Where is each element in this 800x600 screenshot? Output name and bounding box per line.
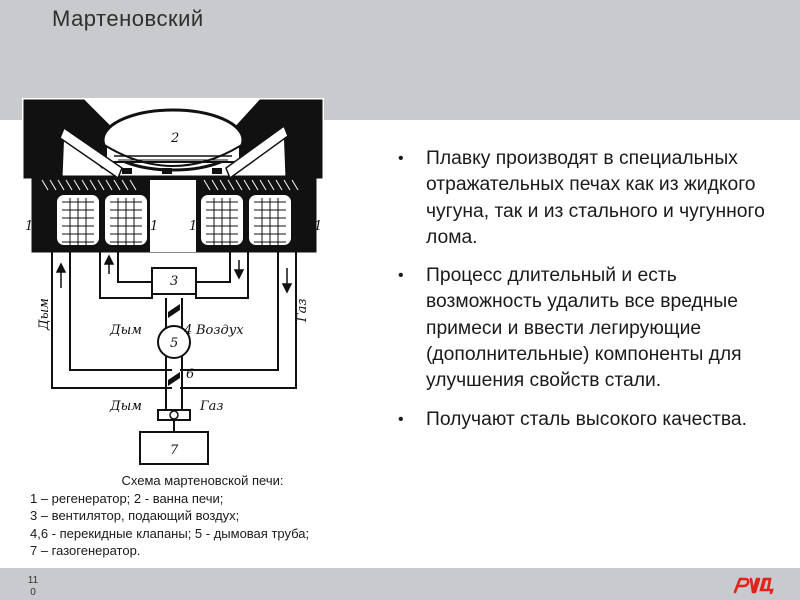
label-1-left-inner: 1 — [150, 219, 159, 234]
valve-4 — [168, 304, 180, 318]
caption-line: 7 – газогенератор. — [30, 543, 141, 558]
bullet-text: Плавку производят в специальных отражательных печах как из жидкого чугуна, так и из стального и чугунного лома. — [426, 148, 765, 248]
label-air: Воздух — [196, 323, 244, 338]
bullet-item — [398, 407, 798, 433]
label-4: 4 — [184, 323, 193, 338]
label-1-left-outer: 1 — [25, 219, 34, 234]
bullet-dot-icon: • — [398, 267, 404, 285]
caption-title: Схема мартеновской печи: — [121, 473, 284, 488]
valve-6 — [168, 372, 180, 386]
label-gas-side: Газ — [295, 298, 310, 322]
bullet-item — [398, 263, 798, 394]
bullet-text: Получают сталь высокого качества. — [426, 408, 747, 430]
label-6: 6 — [186, 367, 195, 382]
caption-line: 3 – вентилятор, подающий воздух; — [30, 508, 240, 523]
footer-bar — [0, 568, 800, 600]
bullet-item — [398, 146, 798, 251]
label-2: 2 — [171, 131, 180, 146]
open-hearth-furnace-diagram — [22, 98, 324, 470]
caption-line: 4,6 - перекидные клапаны; 5 - дымовая труба; — [30, 525, 310, 541]
label-smoke-inner: Дым — [110, 323, 142, 338]
label-smoke-bottom: Дым — [110, 399, 142, 414]
rzd-logo-icon — [731, 576, 775, 594]
bullet-text: Процесс длительный и есть возможность удалить все вредные примеси и ввести легирующие (дополнительные) компоненты для улучшения свойств стали. — [426, 265, 742, 392]
slide-title: Мартеновский — [52, 6, 204, 31]
label-gas-bottom: Газ — [200, 399, 224, 414]
label-5: 5 — [170, 336, 179, 351]
bullet-list — [398, 146, 798, 445]
label-3: 3 — [170, 274, 179, 289]
bullet-dot-icon: • — [398, 410, 404, 428]
diagram-caption — [0, 472, 375, 560]
label-1-right-inner: 1 — [189, 219, 198, 234]
caption-line: 1 – регенератор; 2 - ванна печи; — [30, 490, 224, 506]
label-1-right-outer: 1 — [314, 219, 323, 234]
page-number: 110 — [27, 575, 39, 598]
bullet-dot-icon: • — [398, 150, 404, 167]
label-7: 7 — [170, 443, 179, 458]
label-smoke-side: Дым — [37, 298, 52, 330]
